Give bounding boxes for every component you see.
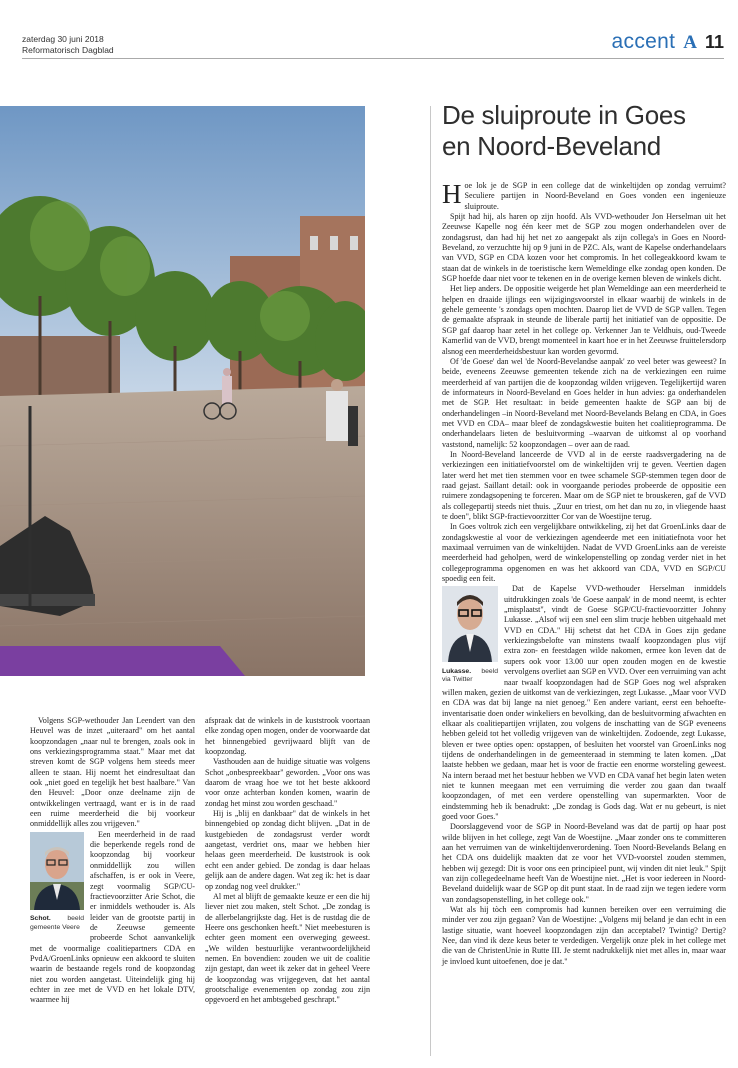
- paragraph: Of 'de Goese' dan wel 'de Noord-Bevelandse aanpak' zo veel beter was geweest? In beide, eveneens Zeeuwse gemeenten tekende zich na de verkiezingen een ruime meerderheid af van partijen die de koopzondag wilden vrijgeven. Tegelijkertijd waren de informateurs in Noord-Beveland en Goes helder in hun advies: ga onderhandelen met de SGP. Het resultaat: in beide gemeenten haakte de SGP aan bij de onderhandelingen –in Noord-Beveland met Noord-Bevelands Belang en CDA, in Goes met VVD en CDA– maar bleef de zondagskwestie buiten het coalitieprogramma. De onderhandelaars lieten de besluitvorming –waarvan de uitkomst al op voorhand vaststond, namelijk: 52 koopzondagen – over aan de raad.: [442, 356, 726, 449]
- paragraph: Al met al blijft de gemaakte keuze er een die hij liever niet zou maken, stelt Schot. „De zondag is de allerbelangrijkste dag. Het is de rustdag die de Heere ons geschonken heeft." Niet meebesturen is echter geen moment een overweging geweest. „We wilden bestuurlijke verantwoordelijkheid nemen. En bovendien: zouden we uit de coalitie zijn gestapt, dan weet ik zeker dat in geheel Veere de koopzondag was vrijgegeven, dat het aantal grootschalige evenementen op zondag zou zijn opgevoerd en het ambtsgebed geschrapt.": [205, 891, 370, 1005]
- column-divider: [430, 106, 431, 1056]
- lukasse-portrait: [442, 586, 498, 665]
- schot-portrait: [30, 832, 84, 913]
- article-body-left-col1: [30, 716, 195, 1006]
- paragraph: Een meerderheid in de raad die beperkende regels rond de koopzondag bij voorkeur onmiddellijk zou willen afschaffen, is er ook in Veere, zegt voormalig SGP/CU-fractievoorzitter Arie Schot, die er inmiddels wethouder is. Als leider van de grootste partij in de Zeeuwse gemeente probeerde Schot aanvankelijk met de voormalige coalitiepartners CDA en PvdA/GroenLinks opnieuw een akkoord te sluiten waarin de bestaande regels rond de koopzondag niet zou worden aangetast. Uiteindelijk ging hij echter in zee met de VVD en het lokale DTV, waarmee hij: [30, 829, 195, 1005]
- street-photo: [0, 106, 365, 676]
- paragraph: In Goes voltrok zich een vergelijkbare ontwikkeling, zij het dat GroenLinks daar de zondagskwestie al voor de verkiezingen agendeerde met een initiatiefnota voor het maximaal verruimen van de winkeltijden. Nadat de VVD GroenLinks aan de vereiste meerderheid had geholpen, werd de winkelopenstelling op zondag verder niet in het collegeprogramma opgenomen en was het akkoord van CDA, VVD en SGP/CU spoedig een feit.: [442, 522, 726, 584]
- section-header: [612, 30, 724, 54]
- lukasse-caption-credit: beeld via Twitter: [442, 667, 498, 684]
- issue-date: zaterdag 30 juni 2018: [22, 34, 104, 44]
- headline-line-2: en Noord-Beveland: [442, 131, 661, 161]
- dropcap: H: [442, 179, 462, 209]
- schot-inset: [30, 832, 84, 932]
- paragraph: Dat de Kapelse VVD-wethouder Herselman inmiddels uitdrukkingen zoals 'de Goese aanpak' in de mond neemt, is echter „misplaatst", vindt de Goese SGP/CU-fractievoorzitter Johnny Lukasse. „Alsof wij een snel een slim trucje hebben uitgehaald met VVD en CDA." Hij schetst dat het CDA in Goes zijn gedane verkiezingsbelofte van minstens twaalf koopzondagen plus vijf extra zon- en feestdagen wilde nakomen, ermee kon leven dat de supers ook voor 13.00 uur open zouden mogen en de kwestie vervolgens overliet aan SGP en VVD. Over een verruiming van acht naar twaalf koopzondagen had de SGP Goes nog wel afspraken willen maken, gezien de uitkomst van de verkiezingen, zegt Lukasse. „Maar voor VVD en CDA was dat bij lange na niet genoeg." Een andere variant, eerst een behoefte-inventarisatie doen onder winkeliers en bevolking, dan de besluitvorming afwachten en elkaar als coalitiepartijen vrijlaten, zou volgens de inschatting van de SGP eveneens hebben geleid tot het volledig vrijgeven van de winkeltijden. Zodoende, zegt Lukasse, bleven er twee opties open: opstappen, of besluiten het voorstel van GroenLinks nog tijdens de onderhandelingen in de gemeenteraad in stemming te laten komen. „Dat laatste hebben we gedaan, maar het is voor de fractie een enorme worsteling geweest. Na intern beraad met het bestuur hebben we VVD en CDA vanaf het begin laten weten niet te kunnen meegaan met een verruiming die verder zou gaan dan twaalf koopzondagen, of met een verdere openstelling van supermarkten. Voor de eindstemming heb ik benadrukt: „De zondag is Gods dag. Wat er nu gebeurt, is niet goed voor Goes.": [442, 584, 726, 821]
- headline-line-1: De sluiproute in Goes: [442, 100, 686, 130]
- schot-caption-credit: beeld gemeente Veere: [30, 915, 84, 931]
- header-rule: [22, 58, 724, 59]
- lukasse-caption: [442, 668, 498, 685]
- paragraph: Volgens SGP-wethouder Jan Leendert van den Heuvel was de inzet „uiteraard" om het aantal koopzondagen „naar nul te brengen, zoals ook in ons verkiezingsprogramma staat." Maar met dat streven komt de SGP volgens hem steeds meer alleen te staan. Hij noemt het eindresultaat dan ook „niet goed en tegelijk het best haalbare." Van den Heuvel: „Door onze deelname zijn de ontwikkelingen vertraagd, want er is in de raad een ruime meerderheid die bij voorkeur onmiddellijk alles zou vrijgeven.": [30, 716, 195, 829]
- publication-name: Reformatorisch Dagblad: [22, 45, 114, 55]
- paragraph: afspraak dat de winkels in de kuststrook voortaan elke zondag open mogen, onder de voorwaarde dat het binnengebied gevrijwaard blijft van de koopzondag.: [205, 716, 370, 757]
- schot-caption-name: Schot.: [30, 915, 51, 923]
- paragraph: Spijt had hij, als haren op zijn hoofd. Als VVD-wethouder Jon Herselman uit het Zeeuwse Kapelle nog één keer met de SGP zou mogen onderhandelen over de zondagsrust, dan had hij het net zo aangepakt als zijn collega's in Goes en Noord-Beveland, zo verzuchtte hij op 9 juni in de PZC. Als, want de Kapelse onderhandelaars van VVD, SGP en CDA kozen voor het compromis. In het collegeakkoord kwam te staan dat de winkels in de toeristische kern Wemeldinge elke zondag open konden. De SGP hoefde daar niet voor te tekenen en in de overige kernen bleven de winkels dicht.: [442, 212, 726, 284]
- paragraph: Het liep anders. De oppositie weigerde het plan Wemeldinge aan een meerderheid te helpen en draaide ijlings een wijzigingsvoorstel in elkaar waarbij de winkels in de gehele gemeente 's zondags open mochten. Daarop liet de VVD de SGP vallen. Tegen de gemaakte afspraak in steunde de liberale partij het initiatief van de oppositie. De SGP gaf daarop haar zetel in het college op. Verkenner Jan te Veldhuis, oud-Tweede Kamerlid van de VVD, brengt momenteel in kaart hoe er in het Zeeuwse fruittelersdorp alsnog een meerderheidsbestuur kan worden gevormd.: [442, 284, 726, 356]
- paragraph: Vasthouden aan de huidige situatie was volgens Schot „onbespreekbaar" geworden. „Voor ons was daarom de vraag hoe we tot het beste akkoord voor onze achterban konden komen, waarin de zondag het minst zou worden geschaad.": [205, 757, 370, 808]
- paragraph: Hij is „blij en dankbaar" dat de winkels in het binnengebied op zondag dicht blijven. „Dat in de kustgebieden de zondagsrust verder wordt aangetast, verdriet ons, maar we hebben hier helaas geen meerderheid. De kuststrook is ook echt een ander gebied. De zondag is daar helaas gelijk aan de andere dagen. Wat zeg ik: het is daar op zondag nog veel drukker.": [205, 809, 370, 891]
- masthead-date-block: [22, 34, 114, 56]
- page-number: 11: [704, 32, 724, 52]
- lead-paragraph: [442, 181, 726, 212]
- section-title: accent: [611, 30, 676, 53]
- schot-caption: [30, 915, 84, 932]
- lukasse-caption-name: Lukasse.: [442, 667, 472, 675]
- article-headline: [442, 100, 732, 162]
- paragraph: Wat als hij tòch een compromis had kunnen bereiken over een verruiming die minder ver zou zijn gegaan? Van de Woestijne: „Volgens mij beland je dan echt in een lastige situatie, want hoeveel koopzondagen zijn dan acceptabel? Twintig? Dertig? Nee, dan vind ik deze keus beter te verdedigen. Vergelijk onze plek in het college met die van de ChristenUnie in Rutte III. Je stemt nadrukkelijk niet met alles in, maar waar je invloed kunt uitoefenen, doe je dat.": [442, 905, 726, 966]
- paragraph: Doorslaggevend voor de SGP in Noord-Beveland was dat de partij op haar post wilde blijven in het college, zegt Van de Woestijne. „Maar zonder ons te committeren aan het verruimen van de winkeltijdenverordening. Toen Noord-Bevelands Belang en het CDA ons duidelijk maakten dat ze voor het VVD-voorstel zouden stemmen, hebben wij gezegd: Dit is voor ons een principieel punt, wij vinden dit niet leuk." Spijt van zijn collegedeelname heeft Van de Woestijne niet. „Het is voor iedereen in Noord-Beveland duidelijk waar de SGP op dit punt staat. In de raad zijn we tegen iedere vorm van zondagsopenstelling, in het college ook.": [442, 822, 726, 904]
- section-logo: A: [683, 32, 697, 53]
- article-body-right: [442, 181, 726, 967]
- lead-text: oe lok je de SGP in een college dat de winkeltijden op zondag verruimt? Seculiere partijen in Noord-Beveland en Goes vonden een ingenieuze sluiproute.: [464, 181, 726, 211]
- paragraph: In Noord-Beveland lanceerde de VVD al in de eerste raadsvergadering na de verkiezingen een initiatiefvoorstel om de winkeltijden vrij te geven. Veertien dagen later werd het met tien stemmen voor en twee schamele SGP-stemmen tegen door de raad gejast. Saillant detail: ook in voorgaande periodes probeerde de oppositie een ruimere zondagsopening te forceren. Maar om de SGP niet te brouskeren, gaf de VVD als collegepartij steeds niet thuis. „Zuur en triest, om het dan nu zo, in vliegende haast te doen", blikt SGP-fractievoorzitter Cor van de Woestijne terug.: [442, 449, 726, 521]
- lukasse-inset: [442, 586, 498, 684]
- article-body-left-col2: [205, 716, 370, 1006]
